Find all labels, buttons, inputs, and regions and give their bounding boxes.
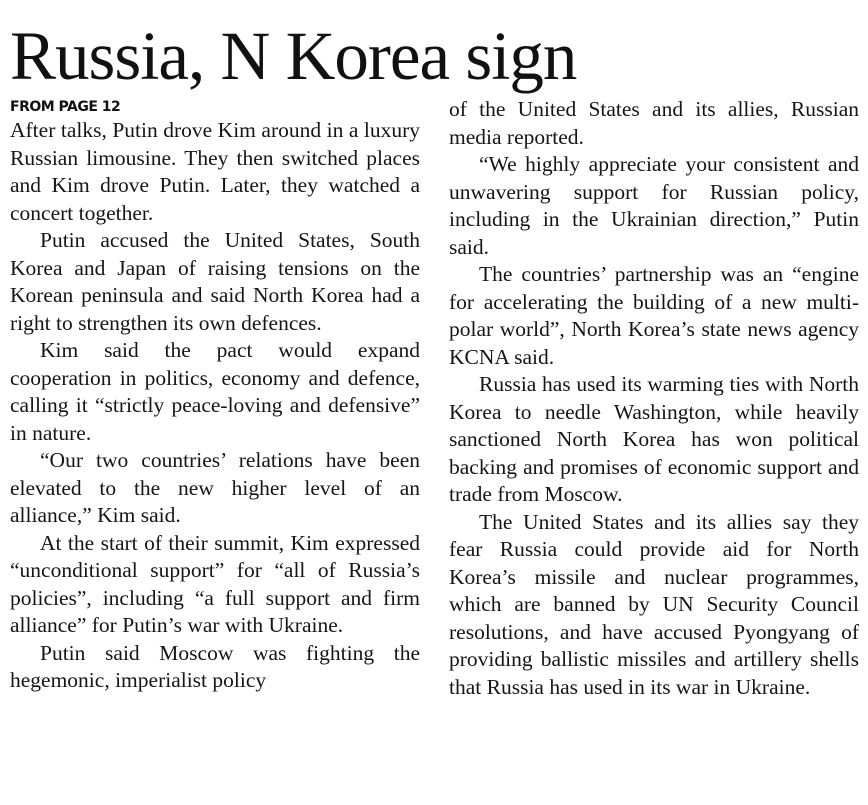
paragraph: Putin accused the United States, South Korea and Japan of raising tensions on the Korean peninsula and said North Korea had a right to strengthen its own defences. <box>10 228 420 335</box>
paragraph: The United States and its allies say they fear Russia could provide aid for North Korea’s missile and nuclear programmes, which are banned by UN Security Council resolutions, and have accused Pyongyang of providing ballistic missiles and artillery shells that Russia has used in its war in Ukraine. <box>449 509 859 699</box>
paragraph: Russia has used its warming ties with North Korea to needle Washington, while heavily sanctioned North Korea has won political backing and promises of economic support and trade from Moscow. <box>449 372 859 506</box>
continuation-kicker: FROM PAGE 12 <box>10 99 121 115</box>
paragraph: “Our two countries’ relations have been elevated to the new higher level of an alliance,” Kim said. <box>10 448 420 527</box>
paragraph: Kim said the pact would expand cooperation in politics, economy and defence, calling it “strictly peace-loving and defensive” in nature. <box>10 338 420 445</box>
headline: Russia, N Korea sign <box>10 18 577 94</box>
paragraph: of the United States and its allies, Russian media reported. <box>449 97 859 149</box>
paragraph: “We highly appreciate your consistent and unwavering support for Russian policy, including in the Ukrainian direction,” Putin said. <box>449 152 859 259</box>
paragraph: The countries’ partnership was an “engine for accelerating the building of a new multi-polar world”, North Korea’s state news agency KCNA said. <box>449 262 859 369</box>
article-column-right <box>449 96 859 701</box>
article-column-left <box>10 98 420 695</box>
paragraph: After talks, Putin drove Kim around in a luxury Russian limousine. They then switched places and Kim drove Putin. Later, they watched a concert together. <box>10 118 420 225</box>
paragraph: Putin said Moscow was fighting the hegemonic, imperialist policy <box>10 640 420 692</box>
paragraph: At the start of their summit, Kim expressed “unconditional support” for “all of Russia’s policies”, including “a full support and firm alliance” for Putin’s war with Ukraine. <box>10 530 420 637</box>
